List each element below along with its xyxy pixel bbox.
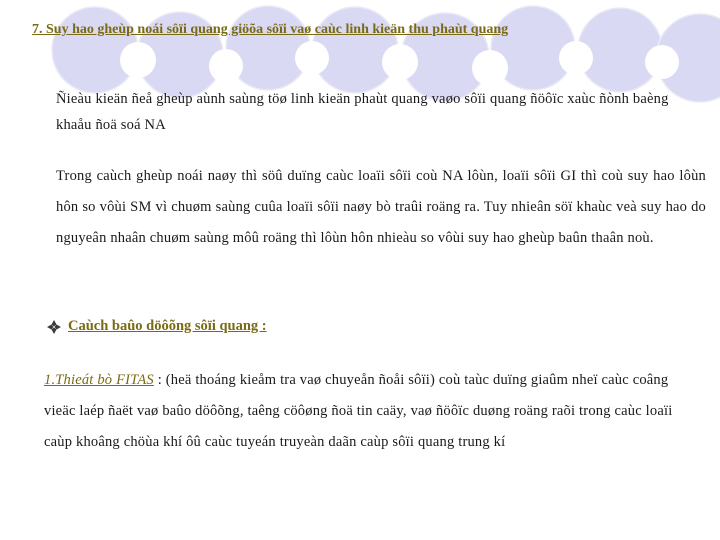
fitas-link[interactable]: 1.Thieát bò FITAS <box>44 372 154 388</box>
section-heading-label: Caùch baûo döôõng sôïi quang : <box>68 318 267 334</box>
paragraph-coupling-loss: Trong caùch gheùp noái naøy thì söû duïng caùc loaïi sôïi coù NA lôùn, loaïi sôïi GI thì coù suy hao lôùn hôn so vôùi SM vì chuøm saùng cuûa loaïi sôïi naøy bò traûi roäng ra. Tuy nhieân söï khaùc veà suy hao do nguyeân nhaân chuøm saùng môû roäng thì lôùn hôn nhieàu so vôùi suy hao gheùp baûn thaân noù. <box>56 168 706 246</box>
diamond-bullet-icon <box>46 319 62 335</box>
fitas-description: : (heä thoáng kieåm tra vaø chuyeån ñoåi sôïi) coù taùc duïng giaûm nheï caùc coâng vieäc laép ñaët vaø baûo döôõng, taêng cöôøng ñoä tin caäy, vaø ñöôïc duøng roäng raõi trong caùc loaïi caùp khoâng chöùa khí ôû caùc tuyeán truyeàn daãn caùp sôïi quang trung kí <box>44 372 673 450</box>
section-heading <box>46 318 646 335</box>
paragraph-fitas <box>44 365 699 458</box>
paragraph-numerical-aperture: Ñieàu kieän ñeå gheùp aùnh saùng töø linh kieän phaùt quang vaøo sôïi quang ñöôïc xaùc ñònh baèng khaåu ñoä soá NA <box>56 91 669 133</box>
slide-title: 7. Suy hao gheùp noái sôïi quang giöõa sôïi vaø caùc linh kieän thu phaùt quang <box>32 22 509 37</box>
